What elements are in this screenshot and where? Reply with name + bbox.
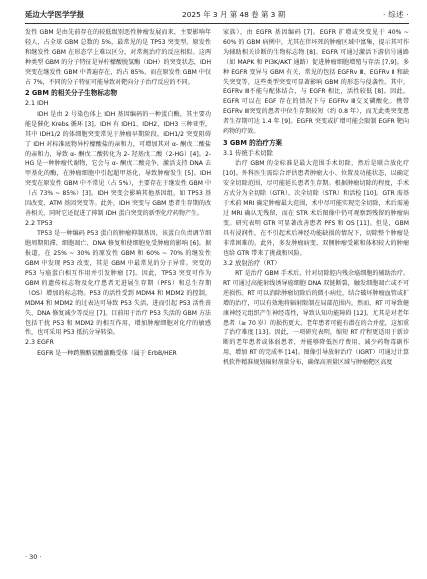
paragraph: 治疗 GBM 的金标准是最大范围手术切除，然后是联合放化疗 [10]。外科医生需综合评估患者肿瘤大小、位置及功能状态，以确定安全切除范围，尽可能延长患者生存期。根据肿瘤切除的程度，手术方式分为全切除（GTR）、次全切除（STR）和活检 [10]。GTR 需基于术前 MRI 确定肿瘤最大范围，术中尽可能实现完全切除，术后需通过 MRI 确认无残留，而在 STR 术后图像中仍可观察到残留的肿瘤病变。研究表明 GTR 可显著改善患者 PFS 和 OS [11]。但是，GBM 具有浸润性，在不引起术后神经功能缺损的情况下，切除整个肿瘤是非常困难的。此外，多发肿瘤病变、双侧肿瘤受累和体积较大的肿瘤也给 GTR 带来了挑战和风险。 xyxy=(223,160,409,257)
journal-title: 延边大学医学学报 xyxy=(25,9,85,19)
subsection-heading: 3.2 放射治疗（RT） xyxy=(223,259,281,267)
subsection-heading: 2.1 IDH xyxy=(25,100,49,108)
paragraph: EGFR 是一种跨膜酪氨酸激酶受体（属于 ErbB/HER xyxy=(37,349,177,357)
issue-info: 2025 年 3 月 第 48 卷 第 3 期 xyxy=(182,9,286,19)
running-header xyxy=(25,6,409,22)
subsection-heading: 3.1 传统手术切除 xyxy=(223,149,273,157)
section-label: · 综述 · xyxy=(383,9,409,19)
paragraph: 家族），由 EGFR 基因编码 [7]。EGFR 扩增或突变见于 40% ~ 60% 的 GBM 病例中，尤其在伴坏死的肿瘤区域中富集，提示其可作为辅助相关诊断的生物标志物 [8]。EGFR 可通过激活下游信号通路（如 MAPK 和 PI3K/AKT 通路）促进肿瘤细胞增殖与存活 [7,9]。多种 EGFR 变异与 GBM 有关，常见的包括 EGFRv Ⅲ、EGFRv Ⅱ 和缺失突变等，这些类型突变可显著影响 GBM 的形态与侵袭性。其中，EGFRv Ⅲ不能与配体结合，与 EGFR 相比，活性较低 [8]。因此，EGFR 可以在 EGF 存在的情况下与 EGFRv Ⅲ交叉磷酸化。携带 EGFRv Ⅲ突变的患者中位生存期较短（约 0.8 年），而无此类突变患者生存期可达 1.4 年 [9]。EGFR 突变或扩增可能会限制 EGFR 靶向药物的疗效。 xyxy=(223,29,409,136)
section-heading: 2 GBM 的相关分子生物标志物 xyxy=(25,89,118,98)
paragraph: 发性 GBM 是由先前存在的较低级别恶性肿瘤发展而来，主要影响年轻人，占全球 GBM 总数的 5%，最常见的是 TP53 突变型。原发性和继发性 GBM 在形态学上难以区分，对常规治疗的反应相似。这两种类型 GBM 的分子特征是异柠檬酸脱氢酶（IDH）的突变状态，IDH 突变在继发性 GBM 中普遍存在，约占 85%，而在原发性 GBM 中仅占 7%，不同的分子特征可能导致对靶向分子治疗反应的不同。 xyxy=(25,29,211,86)
left-column xyxy=(25,28,211,359)
subsection-heading: 2.2 TP53 xyxy=(25,219,53,227)
page-number: · 30 · xyxy=(25,553,42,561)
section-heading: 3 GBM 的治疗方案 xyxy=(223,138,283,147)
right-column xyxy=(223,28,409,368)
header-rule xyxy=(25,23,409,24)
paragraph: TP53 是一种编码 P53 蛋白的肿瘤抑制基因，该蛋白负责调节细胞周期阻滞、细胞凋亡、DNA 修复和使细胞免受肿瘤的影响 [6]。据报道，在 25% ~ 30% 的原发性 GBM 和 60% ~ 70% 的继发性 GBM 中发现 P53 改变，其是 GBM 中最常见的分子异常。突变的 P53 与癌蛋白相互作用并引发肿瘤 [7]。因此，TP53 突变可作为 GBM 的遗传标志物及化疗患者无进展生存期（PFS）和总生存期（OS）增加的标志物。P53 的活性受到 MDM4 和 MDM2 的控制，MDM4 和 MDM2 的过表达可导致 P53 失活，进而引起 P53 活性丧失、DNA 修复减少等反应 [7]。目前用于治疗 P53 失活的 GBM 方法包括干扰 P53 和 MDM2 的相互作用，增加肿瘤细胞对化疗的敏感性，也可采用 P53 抵抗分导转染。 xyxy=(25,230,211,337)
subsection-heading: 2.3 EGFR xyxy=(25,339,54,347)
paragraph: RT 是治疗 GBM 手术后，针对切除腔内残余癌细胞的辅助治疗。RT 可通过高能射线诱导癌细胞 DNA 双链断裂，触发细胞凋亡或不可逆损伤。RT 可以消除肿瘤切除后的微小病灶，结合破坏肿瘤血管或扩增的治疗，可以有效地将辐射限制在局部范围内。然而，RT 可导致健康神经元组织产生神经毒性，导致认知功能障碍 [12]。尤其是对老年患者（≥ 70 岁）的损伤更大，老年患者可能有潜在的合并症，这加重了治疗难度 [13]。因此，一项研究表明，缩短 RT 疗程更适用于新诊断的老年患者或体弱患者，并能够降低医疗费用、减少药物毒副作用，增加 RT 的完成率 [14]。图像引导放射治疗（IGRT）可通过计算机软件精准规划辐射剂量分布，确保高剂量区域与肿瘤靶区高度 xyxy=(223,270,409,367)
paragraph: IDH 是由 2 号染色体上 IDH 基因编码的一种蛋白酶，其主要功能是催化 Krebs 循环 [3]。IDH 有 IDH1、IDH2、IDH3 三种亚型，其中 IDH1/2 的体细胞突变常见于肿瘤早期阶段。IDH1/2 突变阻碍了 IDH 对标准底物异柠檬酸盐的亲和力，可增加其对 α- 酮戊二酸盐的亲和力，导致 α- 酮戊二酸转化为 2- 羟基戊二酸（2-HG）[4]。2-HG 是一种肿瘤代谢物，它会与 α- 酮戊二酸竞争，激活支持 DNA 去甲基化的酶，在肿瘤细胞中引起超甲基化，导致肿瘤发生 [5]。IDH 突变在原发性 GBM 中不常见（占 5%），主要存在于继发性 GBM 中（占 73% ~ 85%）[3]。IDH 突变会影响其他基因组，如 TP53 基因改变、ATM 基因突变等。此外，IDH 突变与 GBM 患者生存期的改善相关，同时它还促进了抑制 IDH 蛋白突变的新型化疗药物产生。 xyxy=(25,110,211,217)
